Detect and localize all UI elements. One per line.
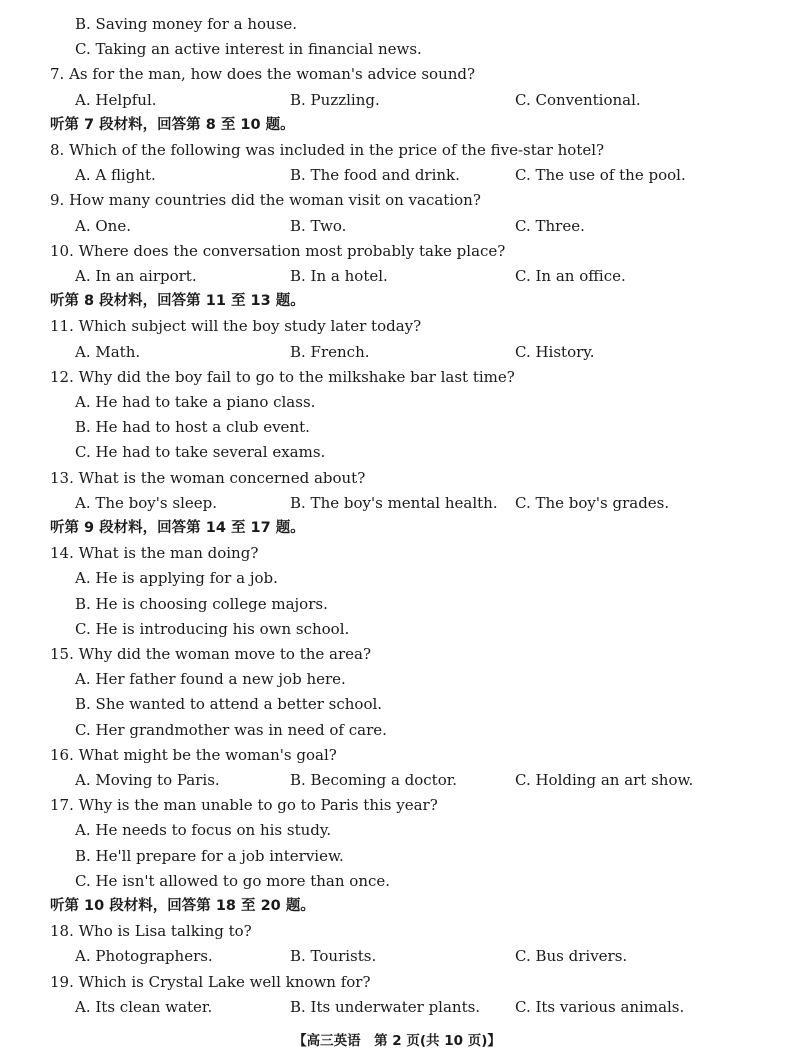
answer-option-b: B. The food and drink. bbox=[290, 166, 460, 185]
answer-option-b: B. Its underwater plants. bbox=[290, 997, 481, 1016]
answer-option-row bbox=[0, 12, 794, 37]
answer-options-row bbox=[0, 944, 794, 969]
answer-option-a: A. Moving to Paris. bbox=[75, 771, 220, 789]
answer-option-row bbox=[0, 592, 794, 617]
question-stem: 10. Where does the conversation most probably take place? bbox=[50, 241, 506, 260]
answer-options-row bbox=[0, 768, 794, 793]
answer-option-row bbox=[0, 440, 794, 465]
answer-option-c: C. Bus drivers. bbox=[515, 947, 628, 966]
answer-option-a: A. In an airport. bbox=[75, 267, 197, 285]
answer-option: B. He'll prepare for a job interview. bbox=[75, 846, 344, 865]
answer-options-row bbox=[0, 491, 794, 516]
question-stem: 16. What might be the woman's goal? bbox=[50, 745, 337, 764]
answer-options-row bbox=[0, 340, 794, 365]
answer-option-row bbox=[0, 718, 794, 743]
question-stem: 13. What is the woman concerned about? bbox=[50, 468, 366, 487]
answer-option-row bbox=[0, 415, 794, 440]
answer-option-b: B. Two. bbox=[290, 216, 347, 235]
answer-option: B. He is choosing college majors. bbox=[75, 594, 328, 613]
section-heading: 听第 8 段材料，回答第 11 至 13 题。 bbox=[50, 293, 305, 310]
answer-option-row bbox=[0, 617, 794, 642]
answer-option-c: C. The use of the pool. bbox=[515, 166, 686, 185]
question-stem: 19. Which is Crystal Lake well known for? bbox=[50, 972, 371, 991]
answer-option-row bbox=[0, 692, 794, 717]
answer-option: A. He needs to focus on his study. bbox=[75, 821, 332, 840]
answer-option-row bbox=[0, 390, 794, 415]
answer-option: C. He had to take several exams. bbox=[75, 443, 326, 462]
answer-option-c: C. Its various animals. bbox=[515, 997, 685, 1016]
section-heading: 听第 10 段材料，回答第 18 至 20 题。 bbox=[50, 898, 315, 914]
answer-options-row bbox=[0, 264, 794, 289]
answer-option-row bbox=[0, 667, 794, 692]
answer-option: A. Her father found a new job here. bbox=[75, 670, 346, 689]
answer-option-a: A. Its clean water. bbox=[75, 997, 213, 1016]
answer-option: A. He is applying for a job. bbox=[75, 569, 278, 588]
answer-option-b: B. The boy's mental health. bbox=[290, 493, 498, 512]
answer-option-c: C. Three. bbox=[515, 216, 585, 235]
question-stem: 7. As for the man, how does the woman's advice sound? bbox=[50, 65, 476, 84]
answer-option-b: B. Becoming a doctor. bbox=[290, 771, 458, 789]
question-stem: 15. Why did the woman move to the area? bbox=[50, 645, 372, 663]
section-heading: 听第 9 段材料，回答第 14 至 17 题。 bbox=[50, 520, 305, 536]
answer-option-a: A. A flight. bbox=[75, 166, 156, 185]
answer-option-row bbox=[0, 566, 794, 591]
answer-options-row bbox=[0, 214, 794, 239]
answer-option-a: A. The boy's sleep. bbox=[75, 493, 217, 512]
answer-options-row bbox=[0, 88, 794, 113]
question-stem: 17. Why is the man unable to go to Paris this year? bbox=[50, 796, 438, 815]
answer-option: B. She wanted to attend a better school. bbox=[75, 695, 383, 714]
answer-option-c: C. Conventional. bbox=[515, 90, 641, 109]
section-heading: 听第 7 段材料，回答第 8 至 10 题。 bbox=[50, 116, 295, 133]
answer-option-a: A. Photographers. bbox=[75, 947, 213, 966]
question-stem: 8. Which of the following was included in the price of the five-star hotel? bbox=[50, 141, 605, 159]
answer-option-row bbox=[0, 818, 794, 843]
answer-option-c: C. In an office. bbox=[515, 267, 626, 285]
answer-option-c: C. Holding an art show. bbox=[515, 771, 694, 789]
answer-option: C. Taking an active interest in financial news. bbox=[75, 40, 422, 59]
answer-option: C. He isn't allowed to go more than once. bbox=[75, 871, 391, 890]
answer-option-b: B. Puzzling. bbox=[290, 90, 380, 109]
answer-option-row bbox=[0, 844, 794, 869]
answer-option-a: A. Math. bbox=[75, 342, 141, 361]
answer-options-row bbox=[0, 163, 794, 188]
answer-option: A. He had to take a piano class. bbox=[75, 393, 316, 411]
answer-option-b: B. French. bbox=[290, 342, 370, 361]
answer-option: B. He had to host a club event. bbox=[75, 418, 310, 437]
page-footer: 【高三英语 第 2 页(共 10 页)】 bbox=[293, 1033, 501, 1049]
question-stem: 12. Why did the boy fail to go to the milkshake bar last time? bbox=[50, 367, 515, 386]
answer-option-b: B. Tourists. bbox=[290, 947, 377, 966]
answer-options-row bbox=[0, 995, 794, 1020]
answer-option-a: A. One. bbox=[75, 216, 131, 235]
answer-option-row bbox=[0, 869, 794, 894]
answer-option-a: A. Helpful. bbox=[75, 90, 157, 109]
answer-option-c: C. The boy's grades. bbox=[515, 493, 670, 512]
answer-option-row bbox=[0, 37, 794, 62]
answer-option: C. He is introducing his own school. bbox=[75, 619, 350, 638]
answer-option-c: C. History. bbox=[515, 342, 595, 361]
question-stem: 11. Which subject will the boy study later today? bbox=[50, 317, 422, 336]
answer-option: C. Her grandmother was in need of care. bbox=[75, 720, 387, 739]
question-stem: 18. Who is Lisa talking to? bbox=[50, 922, 252, 941]
answer-option: B. Saving money for a house. bbox=[75, 15, 298, 33]
question-stem: 9. How many countries did the woman visit on vacation? bbox=[50, 191, 481, 210]
answer-option-b: B. In a hotel. bbox=[290, 267, 388, 285]
question-stem: 14. What is the man doing? bbox=[50, 544, 259, 563]
